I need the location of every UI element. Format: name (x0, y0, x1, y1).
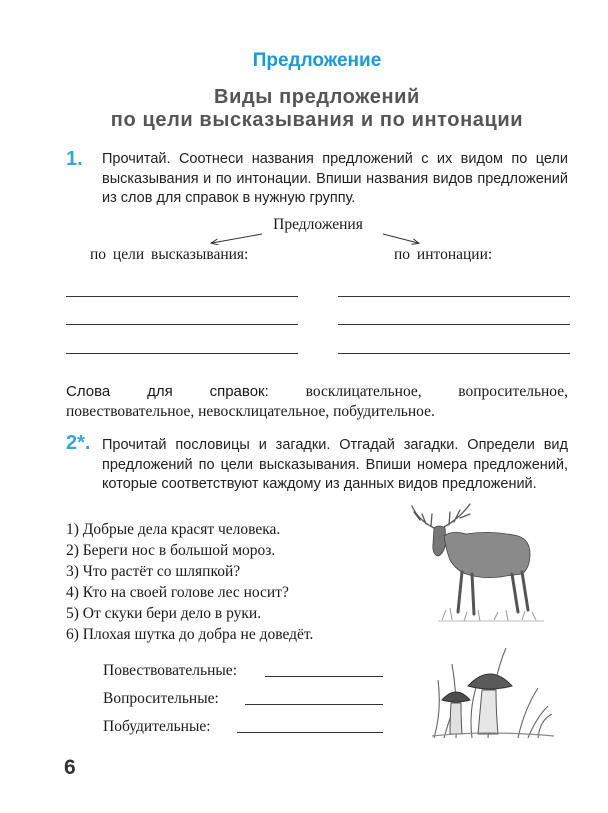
arrow-left (212, 234, 262, 243)
task-1-instructions: Прочитай. Соотнеси названия предложений с их видом по цели высказывания и по интонации. Впиши названия видов предложений из слов для справок в нужную группу. (102, 151, 568, 206)
diagram-root-label: Предложения (273, 216, 363, 233)
answer-label-narrative: Повествовательные: (103, 662, 237, 679)
reference-label: Слова для справок: (66, 383, 269, 400)
page-number: 6 (64, 756, 76, 779)
answer-label-imperative: Побудительные: (103, 718, 211, 735)
answer-line-intonation-3[interactable] (338, 353, 570, 354)
sentence-2: 2) Береги нос в большой мороз. (66, 542, 276, 559)
arrow-right (383, 234, 418, 243)
left-branch-label: по цели высказывания: (90, 246, 249, 263)
answer-line-narrative[interactable] (265, 676, 383, 677)
moose-illustration (404, 500, 554, 625)
sentence-1: 1) Добрые дела красят человека. (66, 521, 281, 538)
answer-line-intonation-1[interactable] (338, 296, 570, 297)
answer-line-interrogative[interactable] (245, 704, 383, 705)
lesson-title-line-1: Виды предложений (214, 86, 420, 108)
reference-words: восклицательное, вопросительное, повествовательное, невосклицательное, побудительное. (66, 383, 568, 420)
sentence-5: 5) От скуки бери дело в руки. (66, 605, 262, 622)
sentence-3: 3) Что растёт со шляпкой? (66, 563, 241, 580)
answer-line-purpose-3[interactable] (66, 353, 298, 354)
lesson-title-line-2: по цели высказывания и по интонации (110, 109, 524, 131)
answer-line-purpose-1[interactable] (66, 296, 298, 297)
section-title: Предложение (252, 50, 382, 71)
answer-line-imperative[interactable] (237, 732, 383, 733)
task-1-number: 1. (66, 148, 83, 170)
reference-words-block (66, 382, 568, 422)
answer-line-purpose-2[interactable] (66, 324, 298, 325)
answer-label-interrogative: Вопросительные: (103, 690, 219, 707)
sentence-6: 6) Плохая шутка до добра не доведёт. (66, 626, 314, 643)
mushroom-illustration (428, 640, 558, 740)
sentence-4: 4) Кто на своей голове лес носит? (66, 584, 289, 601)
answer-line-intonation-2[interactable] (338, 324, 570, 325)
task-2-instructions: Прочитай пословицы и загадки. Отгадай загадки. Определи вид предложений по цели высказывания. Впиши номера предложений, которые соответствуют каждому из данных видов предложений. (102, 437, 568, 492)
task-2-number: 2*. (66, 432, 91, 454)
right-branch-label: по интонации: (394, 246, 493, 263)
